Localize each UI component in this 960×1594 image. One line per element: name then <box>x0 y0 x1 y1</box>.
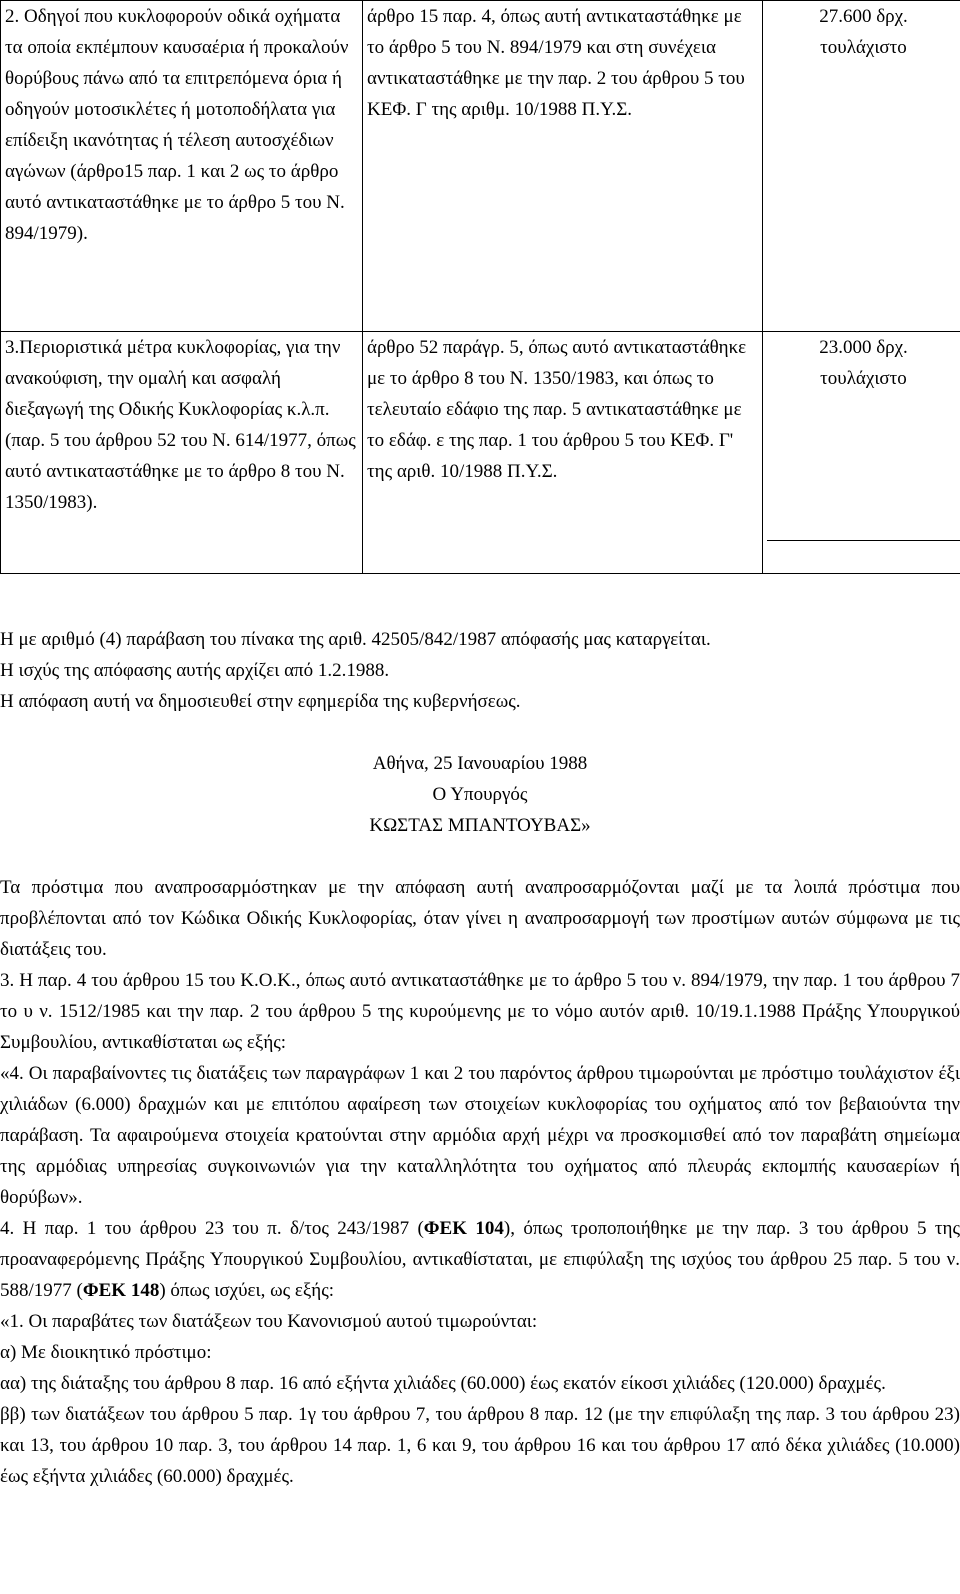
offense-cell: 3.Περιοριστικά μέτρα κυκλοφορίας, για την ανακούφιση, την ομαλή και ασφαλή διεξαγωγή της Οδικής Κυκλοφορίας κ.λ.π. (παρ. 5 του άρθρου 52 του Ν. 614/1977, όπως αυτό αντικαταστάθηκε με το άρθρο 8 του Ν. 1350/1983). <box>1 332 363 574</box>
paragraph-adjustment: Τα πρόστιμα που αναπροσαρμόστηκαν με την απόφαση αυτή αναπροσαρμόζονται μαζί με τα λοιπά πρόστιμα που προβλέπονται από τον Κώδικα Οδικής Κυκλοφορίας, όταν γίνει η αναπροσαρμογή των προστίμων αυτών σύμφωνα με τις διατάξεις του. <box>0 877 960 960</box>
signature-title: Ο Υπουργός <box>432 784 528 805</box>
amount-cell <box>763 332 960 574</box>
paragraph-section-4: 4. Η παρ. 1 του άρθρου 23 του π. δ/τος 243/1987 (ΦΕΚ 104), όπως τροποποιήθηκε με την παρ. 3 του άρθρου 5 της προαναφερόμενης Πράξης Υπουργικού Συμβουλίου, αντικαθίσταται, με επιφύλαξη της ισχύος του άρθρου 25 παρ. 5 του ν. 588/1977 (ΦΕΚ 148) όπως ισχύει, ως εξής: <box>0 1218 960 1301</box>
signature-name: ΚΩΣΤΑΣ ΜΠΑΝΤΟΥΒΑΣ» <box>369 815 591 836</box>
amount-note: τουλάχιστο <box>820 37 907 58</box>
document-body <box>0 624 960 1492</box>
paragraph-quoted-4: «4. Οι παραβαίνοντες τις διατάξεις των παραγράφων 1 και 2 του παρόντος άρθρου τιμωρούνται με πρόστιμο τουλάχιστον έξι χιλιάδων (6.000) δραχμών και με επιτόπου αφαίρεση των στοιχείων κυκλοφορίας του οχήματος από τον βεβαιούντα την παράβαση. Τα αφαιρούμενα στοιχεία κρατούνται στην αρμόδια αρχή μέχρι να προσκομισθεί από τον παραβάτη σημείωμα της αρμόδιας υπηρεσίας συγκοινωνιών για την καταλληλότητα του οχήματος από πλευράς εκπομπής καυσαερίων ή θορύβων». <box>0 1063 960 1208</box>
table-row <box>1 1 960 332</box>
penalty-table <box>0 0 960 574</box>
paragraph-item-aa: αα) της διάταξης του άρθρου 8 παρ. 16 από εξήντα χιλιάδες (60.000) έως εκατόν είκοσι χιλιάδες (120.000) δραχμές. <box>0 1373 886 1394</box>
amount-value: 27.600 δρχ. <box>819 6 908 27</box>
amount-cell <box>763 1 960 332</box>
provision-cell: άρθρο 52 παράγρ. 5, όπως αυτό αντικαταστάθηκε με το άρθρο 8 του Ν. 1350/1983, και όπως το τελευταίο εδάφιο της παρ. 5 αντικαταστάθηκε με το εδάφ. ε της παρ. 1 του άρθρου 5 του ΚΕΦ. Γ' της αριθ. 10/1988 Π.Υ.Σ. <box>363 332 763 574</box>
paragraph-repeal: Η με αριθμό (4) παράβαση του πίνακα της αριθ. 42505/842/1987 απόφασής μας καταργείται. <box>0 629 711 650</box>
paragraph-effective-date: Η ισχύς της απόφασης αυτής αρχίζει από 1.2.1988. <box>0 660 390 681</box>
paragraph-publication: Η απόφαση αυτή να δημοσιευθεί στην εφημερίδα της κυβερνήσεως. <box>0 691 521 712</box>
signature-place-date: Αθήνα, 25 Ιανουαρίου 1988 <box>372 753 588 774</box>
provision-cell: άρθρο 15 παρ. 4, όπως αυτή αντικαταστάθηκε με το άρθρο 5 του Ν. 894/1979 και στη συνέχεια αντικαταστάθηκε με την παρ. 2 του άρθρου 5 του ΚΕΦ. Γ της αριθμ. 10/1988 Π.Υ.Σ. <box>363 1 763 332</box>
paragraph-item-a: α) Με διοικητικό πρόστιμο: <box>0 1342 212 1363</box>
paragraph-item-bb: ββ) των διατάξεων του άρθρου 5 παρ. 1γ του άρθρου 7, του άρθρου 8 παρ. 12 (με την επιφύλαξη της παρ. 3 του άρθρου 23) και 13, του άρθρου 10 παρ. 3, του άρθρου 14 παρ. 1, 6 και 9, του άρθρου 16 και του άρθρου 17 από δέκα χιλιάδες (10.000) έως εξήντα χιλιάδες (60.000) δραχμές. <box>0 1404 960 1487</box>
paragraph-quoted-1: «1. Οι παραβάτες των διατάξεων του Κανονισμού αυτού τιμωρούνται: <box>0 1311 538 1332</box>
paragraph-section-3: 3. Η παρ. 4 του άρθρου 15 του Κ.Ο.Κ., όπως αυτό αντικαταστάθηκε με το άρθρο 5 του ν. 894/1979, την παρ. 1 του άρθρου 7 το υ ν. 1512/1985 και την παρ. 2 του άρθρου 5 της κυρούμενης με το νόμο αυτόν αριθ. 10/19.1.1988 Πράξης Υπουργικού Συμβουλίου, αντικαθίσταται ως εξής: <box>0 970 960 1053</box>
table-row <box>1 332 960 574</box>
amount-value: 23.000 δρχ. <box>819 337 908 358</box>
gazette-ref: ΦΕΚ 104 <box>423 1218 504 1239</box>
empty-subcell <box>767 541 960 573</box>
amount-note: τουλάχιστο <box>820 368 907 389</box>
gazette-ref: ΦΕΚ 148 <box>82 1280 160 1301</box>
offense-cell: 2. Οδηγοί που κυκλοφορούν οδικά οχήματα τα οποία εκπέμπουν καυσαέρια ή προκαλούν θορύβους πάνω από τα επιτρεπόμενα όρια ή οδηγούν μοτοσικλέτες ή μοτοποδήλατα για επίδειξη ικανότητας ή τέλεση αυτοσχέδιων αγώνων (άρθρο15 παρ. 1 και 2 ως το άρθρο αυτό αντικαταστάθηκε με το άρθρο 5 του Ν. 894/1979). <box>1 1 363 332</box>
signature-block <box>0 748 960 841</box>
